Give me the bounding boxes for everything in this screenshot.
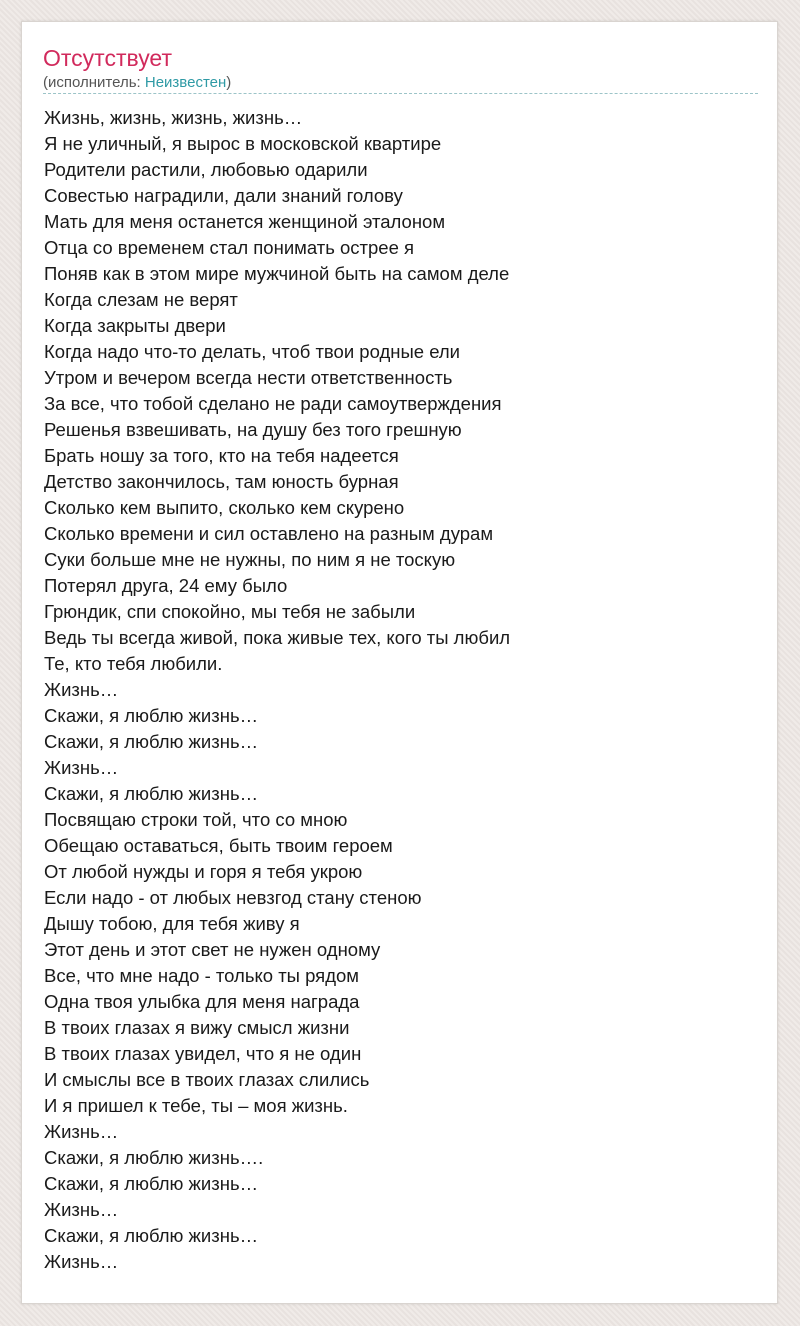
lyric-line: Я не уличный, я вырос в московской квартире bbox=[44, 133, 442, 154]
lyric-line: Утром и вечером всегда нести ответственность bbox=[44, 367, 453, 388]
lyric-line: Брать ношу за того, кто на тебя надеется bbox=[44, 445, 399, 466]
lyric-line: Одна твоя улыбка для меня награда bbox=[44, 991, 360, 1012]
lyric-line: За все, что тобой сделано не ради самоутверждения bbox=[44, 393, 502, 414]
artist-link[interactable]: Неизвестен bbox=[144, 74, 227, 91]
lyric-line: От любой нужды и горя я тебя укрою bbox=[44, 861, 363, 882]
lyric-line: Когда закрыты двери bbox=[44, 315, 226, 336]
lyric-line: Те, кто тебя любили. bbox=[44, 653, 223, 674]
lyric-line: Ведь ты всегда живой, пока живые тех, кого ты любил bbox=[44, 627, 511, 648]
lyric-line: И я пришел к тебе, ты – моя жизнь. bbox=[44, 1095, 348, 1116]
lyric-line: Сколько времени и сил оставлено на разным дурам bbox=[44, 523, 494, 544]
lyric-line: Жизнь… bbox=[44, 1121, 119, 1142]
lyric-line: Если надо - от любых невзгод стану стеною bbox=[44, 887, 422, 908]
lyric-line: Скажи, я люблю жизнь… bbox=[44, 1173, 259, 1194]
lyric-line: Суки больше мне не нужны, по ним я не тоскую bbox=[44, 549, 456, 570]
lyric-line: Сколько кем выпито, сколько кем скурено bbox=[44, 497, 405, 518]
lyric-line: В твоих глазах увидел, что я не один bbox=[44, 1043, 362, 1064]
lyric-line: Этот день и этот свет не нужен одному bbox=[44, 939, 381, 960]
lyric-line: Жизнь… bbox=[44, 679, 119, 700]
lyric-line: Скажи, я люблю жизнь…. bbox=[44, 1147, 264, 1168]
lyric-line: Поняв как в этом мире мужчиной быть на самом деле bbox=[44, 263, 510, 284]
lyrics-card bbox=[21, 21, 778, 1304]
lyric-line: Все, что мне надо - только ты рядом bbox=[44, 965, 360, 986]
lyric-line: Грюндик, спи спокойно, мы тебя не забыли bbox=[44, 601, 416, 622]
artist-line bbox=[43, 73, 231, 93]
lyric-line: Дышу тобою, для тебя живу я bbox=[44, 913, 300, 934]
lyric-line: Скажи, я люблю жизнь… bbox=[44, 705, 259, 726]
lyric-line: В твоих глазах я вижу смысл жизни bbox=[44, 1017, 350, 1038]
lyric-line: Жизнь… bbox=[44, 1251, 119, 1272]
lyric-line: Потерял друга, 24 ему было bbox=[44, 575, 288, 596]
lyric-line: Родители растили, любовью одарили bbox=[44, 159, 368, 180]
lyric-line: Совестью наградили, дали знаний голову bbox=[44, 185, 403, 206]
lyrics-list bbox=[44, 105, 764, 1275]
lyric-line: Жизнь… bbox=[44, 757, 119, 778]
lyric-line: Жизнь, жизнь, жизнь, жизнь… bbox=[44, 107, 303, 128]
lyric-line: Скажи, я люблю жизнь… bbox=[44, 1225, 259, 1246]
lyric-line: Скажи, я люблю жизнь… bbox=[44, 783, 259, 804]
lyric-line: Когда слезам не верят bbox=[44, 289, 238, 310]
lyric-line: И смыслы все в твоих глазах слились bbox=[44, 1069, 370, 1090]
lyric-line: Мать для меня останется женщиной эталоном bbox=[44, 211, 446, 232]
artist-prefix: (исполнитель: bbox=[43, 74, 145, 91]
lyric-line: Детство закончилось, там юность бурная bbox=[44, 471, 399, 492]
lyric-line: Жизнь… bbox=[44, 1199, 119, 1220]
lyric-line: Решенья взвешивать, на душу без того грешную bbox=[44, 419, 462, 440]
lyric-line: Отца со временем стал понимать острее я bbox=[44, 237, 415, 258]
artist-suffix: ) bbox=[226, 74, 232, 91]
lyric-line: Посвящаю строки той, что со мною bbox=[44, 809, 348, 830]
lyric-line: Обещаю оставаться, быть твоим героем bbox=[44, 835, 393, 856]
title-divider bbox=[43, 93, 758, 94]
lyric-line: Скажи, я люблю жизнь… bbox=[44, 731, 259, 752]
song-title: Отсутствует bbox=[43, 45, 172, 71]
lyric-line: Когда надо что-то делать, чтоб твои родные ели bbox=[44, 341, 461, 362]
